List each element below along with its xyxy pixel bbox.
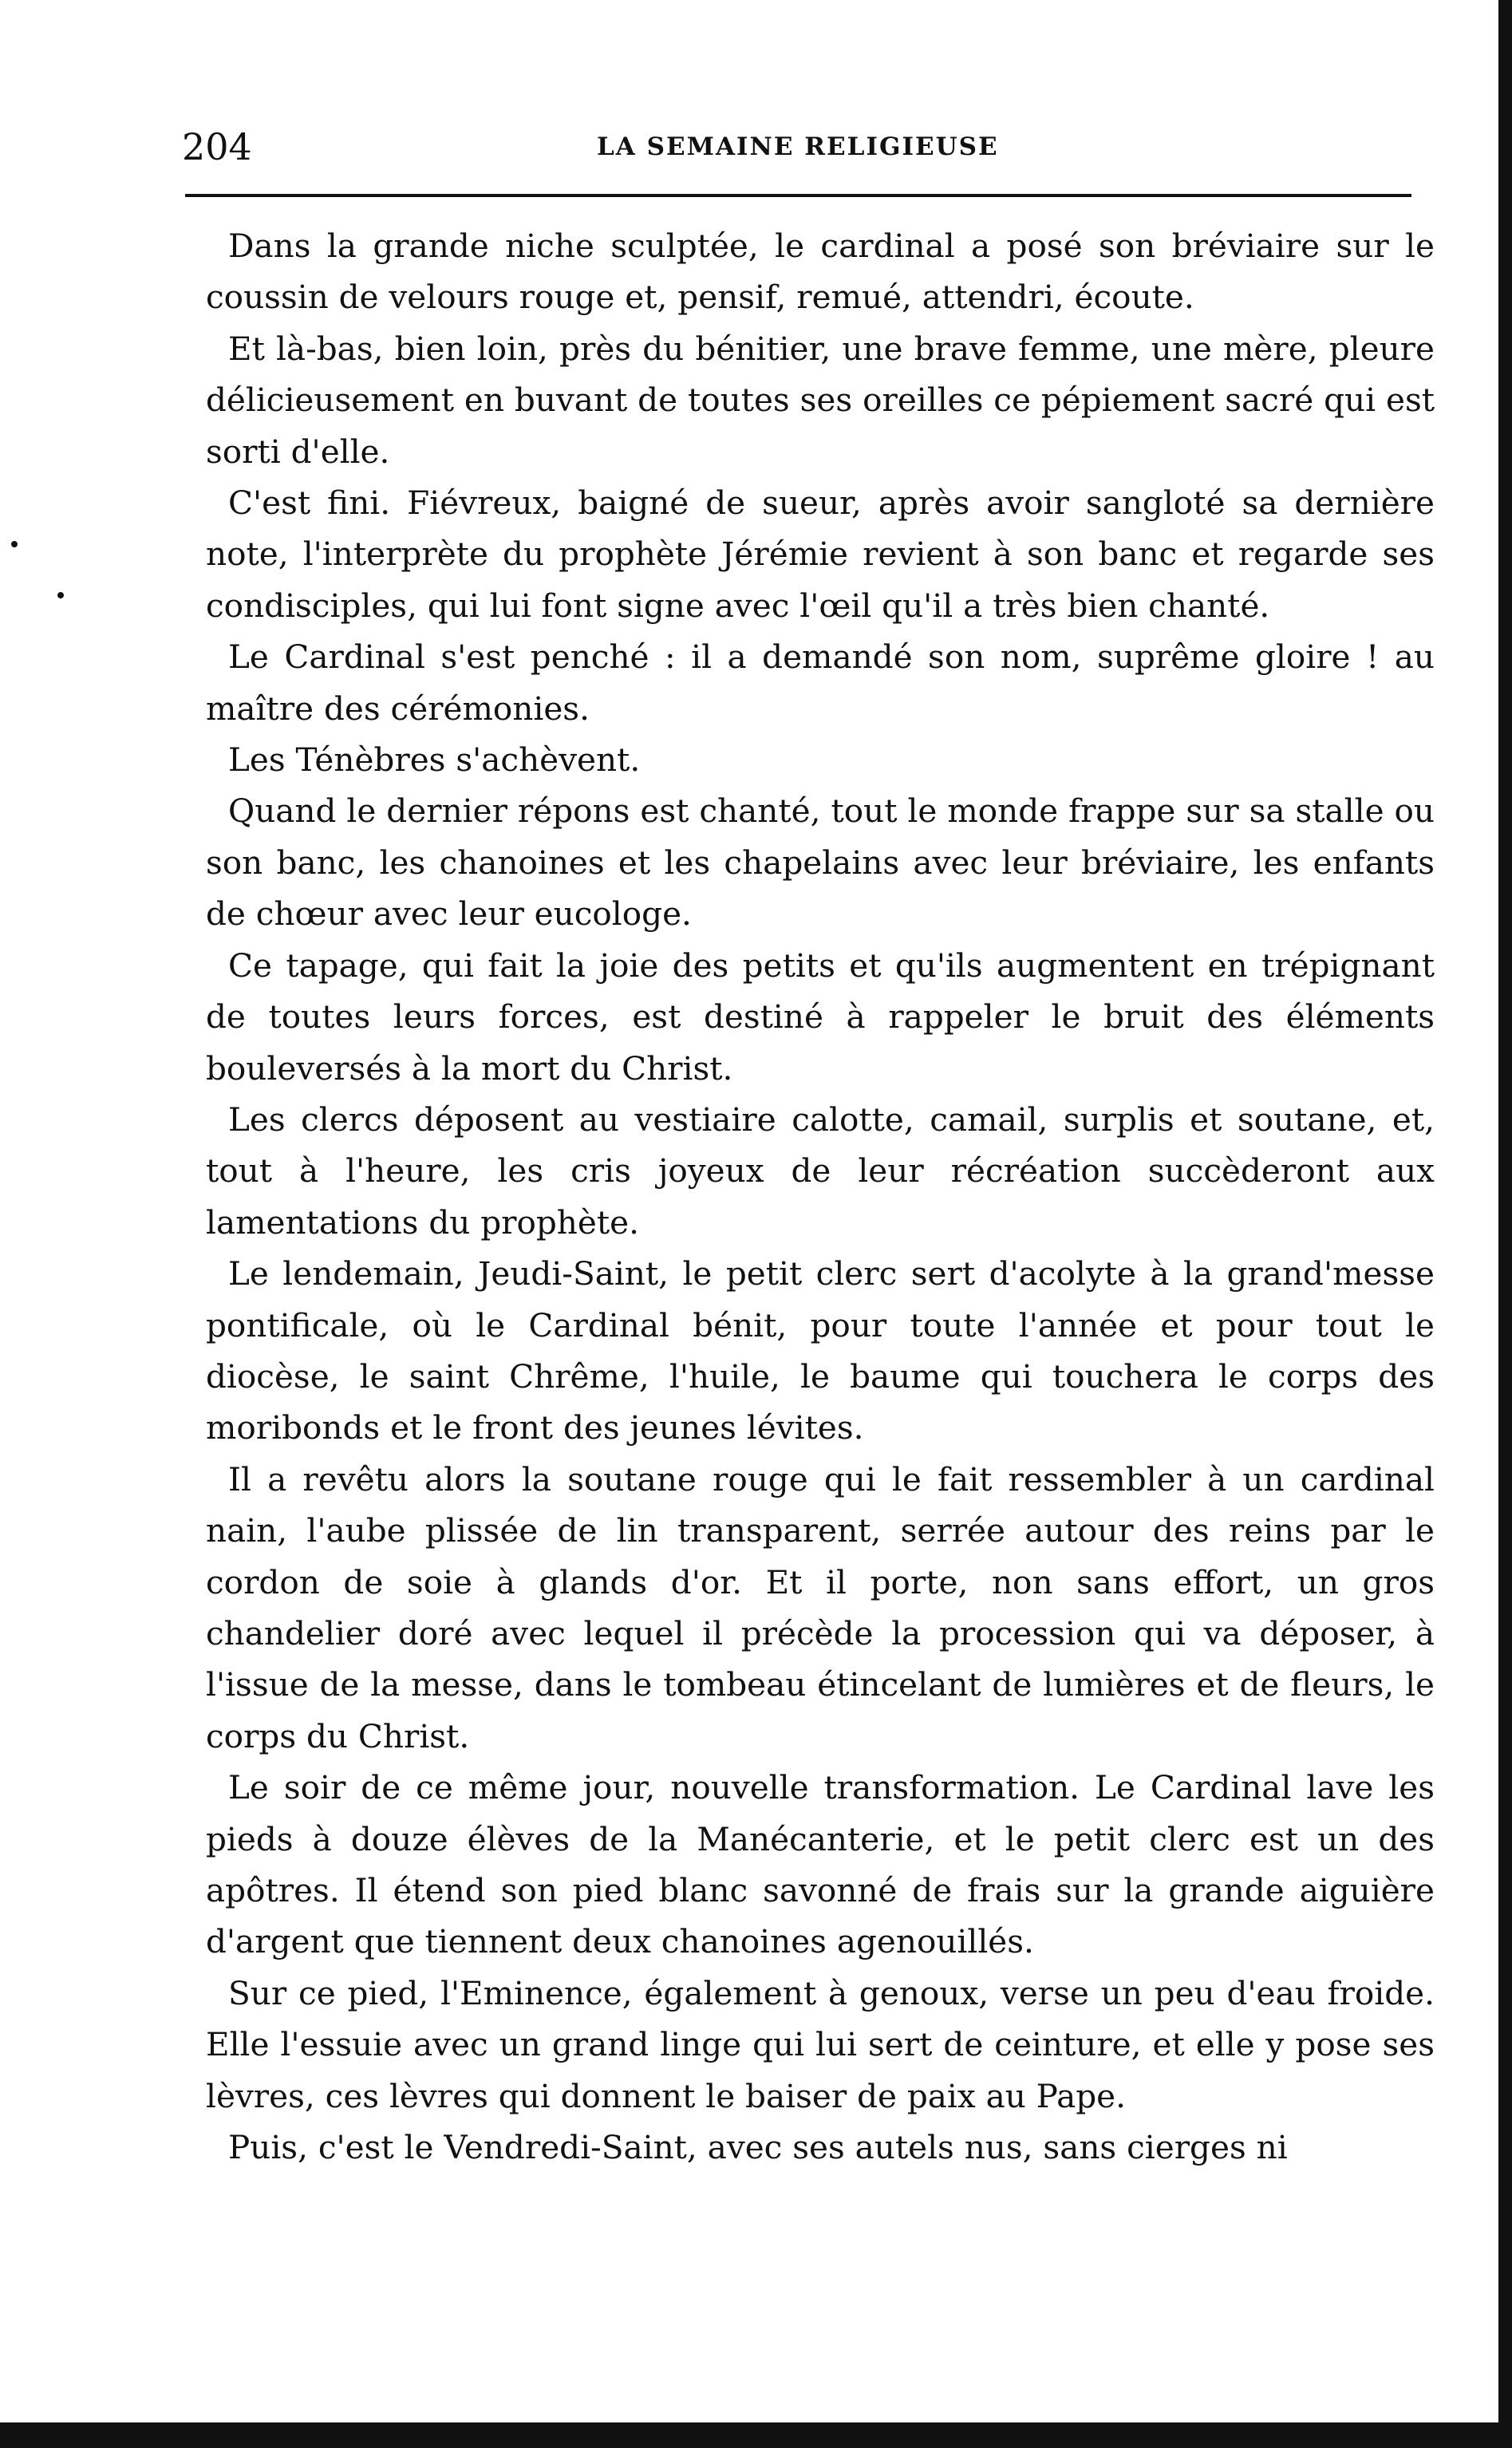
paragraph: Sur ce pied, l'Eminence, également à genoux, verse un peu d'eau froide. Elle l'essuie avec un grand linge qui lui sert de ceinture, et elle y pose ses lèvres, ces lèvres qui donnent le baiser de paix au Pape. (206, 1973, 1435, 2115)
header-rule (185, 194, 1411, 197)
paragraph: Les clercs déposent au vestiaire calotte, camail, surplis et soutane, et, tout à l'heure, les cris joyeux de leur récréation succèderont aux lamentations du prophète. (206, 1100, 1435, 1242)
scan-edge-right (1498, 0, 1512, 2448)
scan-speck (57, 592, 64, 598)
paragraph: Dans la grande niche sculptée, le cardinal a posé son bréviaire sur le coussin de velours rouge et, pensif, remué, attendri, écoute. (206, 227, 1435, 317)
scan-edge-bottom (0, 2422, 1512, 2448)
running-title: LA SEMAINE RELIGIEUSE (597, 132, 999, 161)
paragraph: Le Cardinal s'est penché : il a demandé son nom, suprême gloire ! au maître des cérémonies. (206, 638, 1435, 728)
scan-speck (11, 541, 18, 547)
page-number: 204 (182, 125, 252, 168)
paragraph: Les Ténèbres s'achèvent. (228, 740, 641, 780)
paragraph: Ce tapage, qui fait la joie des petits et qu'ils augmentent en trépignant de toutes leurs forces, est destiné à rappeler le bruit des éléments bouleversés à la mort du Christ. (206, 946, 1435, 1088)
paragraph: Puis, c'est le Vendredi-Saint, avec ses autels nus, sans cierges ni (228, 2128, 1288, 2167)
paragraph: Quand le dernier répons est chanté, tout le monde frappe sur sa stalle ou son banc, les chanoines et les chapelains avec leur bréviaire, les enfants de chœur avec leur eucologe. (206, 792, 1435, 934)
body-text (206, 220, 1435, 2173)
paragraph: Il a revêtu alors la soutane rouge qui le fait ressembler à un cardinal nain, l'aube plissée de lin transparent, serrée autour des reins par le cordon de soie à glands d'or. Et il porte, non sans effort, un gros chandelier doré avec lequel il précède la procession qui va déposer, à l'issue de la messe, dans le tombeau étincelant de lumières et de fleurs, le corps du Christ. (206, 1459, 1435, 1755)
page-header (182, 118, 1411, 174)
paragraph: Le soir de ce même jour, nouvelle transformation. Le Cardinal lave les pieds à douze élèves de la Manécanterie, et le petit clerc est un des apôtres. Il étend son pied blanc savonné de frais sur la grande aiguière d'argent que tiennent deux chanoines agenouillés. (206, 1768, 1435, 1961)
paragraph: Et là-bas, bien loin, près du bénitier, une brave femme, une mère, pleure délicieusement en buvant de toutes ses oreilles ce pépiement sacré qui est sorti d'elle. (206, 329, 1435, 471)
paragraph: Le lendemain, Jeudi-Saint, le petit clerc sert d'acolyte à la grand'messe pontificale, où le Cardinal bénit, pour toute l'année et pour tout le diocèse, le saint Chrême, l'huile, le baume qui touchera le corps des moribonds et le front des jeunes lévites. (206, 1254, 1435, 1447)
paragraph: C'est fini. Fiévreux, baigné de sueur, après avoir sangloté sa dernière note, l'interprète du prophète Jérémie revient à son banc et regarde ses condisciples, qui lui font signe avec l'œil qu'il a très bien chanté. (206, 484, 1435, 625)
